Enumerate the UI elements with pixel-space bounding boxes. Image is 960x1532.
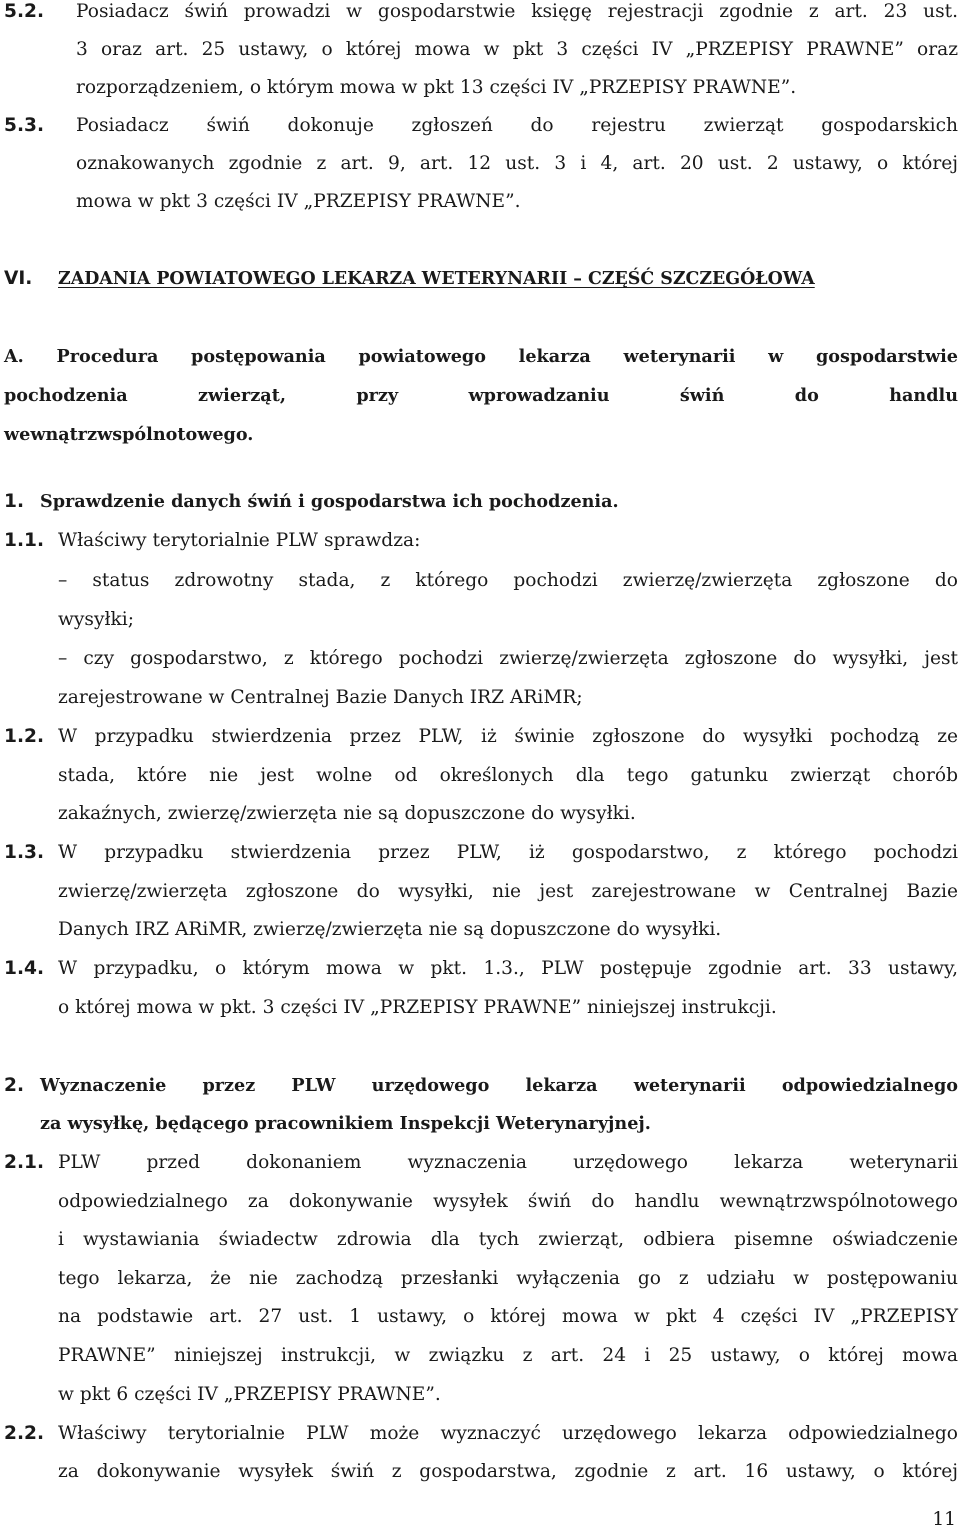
- section-number: 2.1.: [4, 1152, 45, 1173]
- paragraph-line: oznakowanych zgodnie z art. 9, art. 12 ust. 3 i 4, art. 20 ust. 2 ustawy, o której: [76, 153, 958, 174]
- section-number: 2.2.: [4, 1423, 45, 1444]
- paragraph-line: zakaźnych, zwierzę/zwierzęta nie są dopuszczone do wysyłki.: [58, 803, 636, 824]
- paragraph-line: 3 oraz art. 25 ustawy, o której mowa w pkt 3 części IV „PRZEPISY PRAWNE” oraz: [76, 39, 958, 60]
- section-number: 5.2.: [4, 1, 45, 22]
- page-number: 11: [932, 1509, 956, 1530]
- paragraph-line: PLW przed dokonaniem wyznaczenia urzędowego lekarza weterynarii: [58, 1152, 958, 1173]
- section-number: 1.: [4, 491, 25, 512]
- paragraph-line: mowa w pkt 3 części IV „PRZEPISY PRAWNE”.: [76, 191, 521, 212]
- section-number: 5.3.: [4, 115, 45, 136]
- subheading-title: Wyznaczenie przez PLW urzędowego lekarza weterynarii odpowiedzialnego: [40, 1075, 958, 1096]
- paragraph-line: rozporządzeniem, o którym mowa w pkt 13 części IV „PRZEPISY PRAWNE”.: [76, 77, 797, 98]
- paragraph-line: Posiadacz świń prowadzi w gospodarstwie księgę rejestracji zgodnie z art. 23 ust.: [76, 1, 958, 22]
- paragraph-line: Właściwy terytorialnie PLW może wyznaczyć urzędowego lekarza odpowiedzialnego: [58, 1423, 958, 1444]
- paragraph-line: Posiadacz świń dokonuje zgłoszeń do rejestru zwierząt gospodarskich: [76, 115, 958, 136]
- paragraph-line: tego lekarza, że nie zachodzą przesłanki wyłączenia go z udziału w postępowaniu: [58, 1268, 958, 1289]
- section-number: 1.3.: [4, 842, 45, 863]
- paragraph-line: Właściwy terytorialnie PLW sprawdza:: [58, 530, 421, 551]
- heading-line: A. Procedura postępowania powiatowego lekarza weterynarii w gospodarstwie: [4, 346, 958, 367]
- paragraph-line: na podstawie art. 27 ust. 1 ustawy, o której mowa w pkt 4 części IV „PRZEPISY: [58, 1306, 958, 1327]
- heading-line: wewnątrzwspólnotowego.: [4, 424, 254, 445]
- paragraph-line: w pkt 6 części IV „PRZEPISY PRAWNE”.: [58, 1384, 441, 1405]
- paragraph-line: W przypadku stwierdzenia przez PLW, iż świnie zgłoszone do wysyłki pochodzą ze: [58, 726, 958, 747]
- paragraph-line: zwierzę/zwierzęta zgłoszone do wysyłki, nie jest zarejestrowane w Centralnej Bazie: [58, 881, 958, 902]
- section-number: VI.: [4, 268, 33, 289]
- list-item-continuation: wysyłki;: [58, 609, 134, 630]
- paragraph-line: W przypadku stwierdzenia przez PLW, iż gospodarstwo, z którego pochodzi: [58, 842, 958, 863]
- section-number: 1.2.: [4, 726, 45, 747]
- section-number: 2.: [4, 1075, 25, 1096]
- subheading-title: Sprawdzenie danych świń i gospodarstwa ich pochodzenia.: [40, 491, 619, 512]
- list-item-continuation: zarejestrowane w Centralnej Bazie Danych IRZ ARiMR;: [58, 687, 583, 708]
- paragraph-line: W przypadku, o którym mowa w pkt. 1.3., PLW postępuje zgodnie art. 33 ustawy,: [58, 958, 958, 979]
- heading-line: pochodzenia zwierząt, przy wprowadzaniu świń do handlu: [4, 385, 958, 406]
- section-number: 1.4.: [4, 958, 45, 979]
- paragraph-line: o której mowa w pkt. 3 części IV „PRZEPISY PRAWNE” niniejszej instrukcji.: [58, 997, 777, 1018]
- list-item: – czy gospodarstwo, z którego pochodzi zwierzę/zwierzęta zgłoszone do wysyłki, jest: [58, 648, 958, 669]
- section-number: 1.1.: [4, 530, 45, 551]
- section-title: ZADANIA POWIATOWEGO LEKARZA WETERYNARII – CZĘŚĆ SZCZEGÓŁOWA: [58, 269, 815, 289]
- paragraph-line: stada, które nie jest wolne od określonych dla tego gatunku zwierząt chorób: [58, 765, 958, 786]
- list-item: – status zdrowotny stada, z którego pochodzi zwierzę/zwierzęta zgłoszone do: [58, 570, 958, 591]
- paragraph-line: za dokonywanie wysyłek świń z gospodarstwa, zgodnie z art. 16 ustawy, o której: [58, 1461, 958, 1482]
- paragraph-line: i wystawiania świadectw zdrowia dla tych zwierząt, odbiera pisemne oświadczenie: [58, 1229, 958, 1250]
- paragraph-line: PRAWNE” niniejszej instrukcji, w związku z art. 24 i 25 ustawy, o której mowa: [58, 1345, 958, 1366]
- subheading-title: za wysyłkę, będącego pracownikiem Inspekcji Weterynaryjnej.: [40, 1113, 651, 1134]
- paragraph-line: odpowiedzialnego za dokonywanie wysyłek świń do handlu wewnątrzwspólnotowego: [58, 1191, 958, 1212]
- paragraph-line: Danych IRZ ARiMR, zwierzę/zwierzęta nie są dopuszczone do wysyłki.: [58, 919, 722, 940]
